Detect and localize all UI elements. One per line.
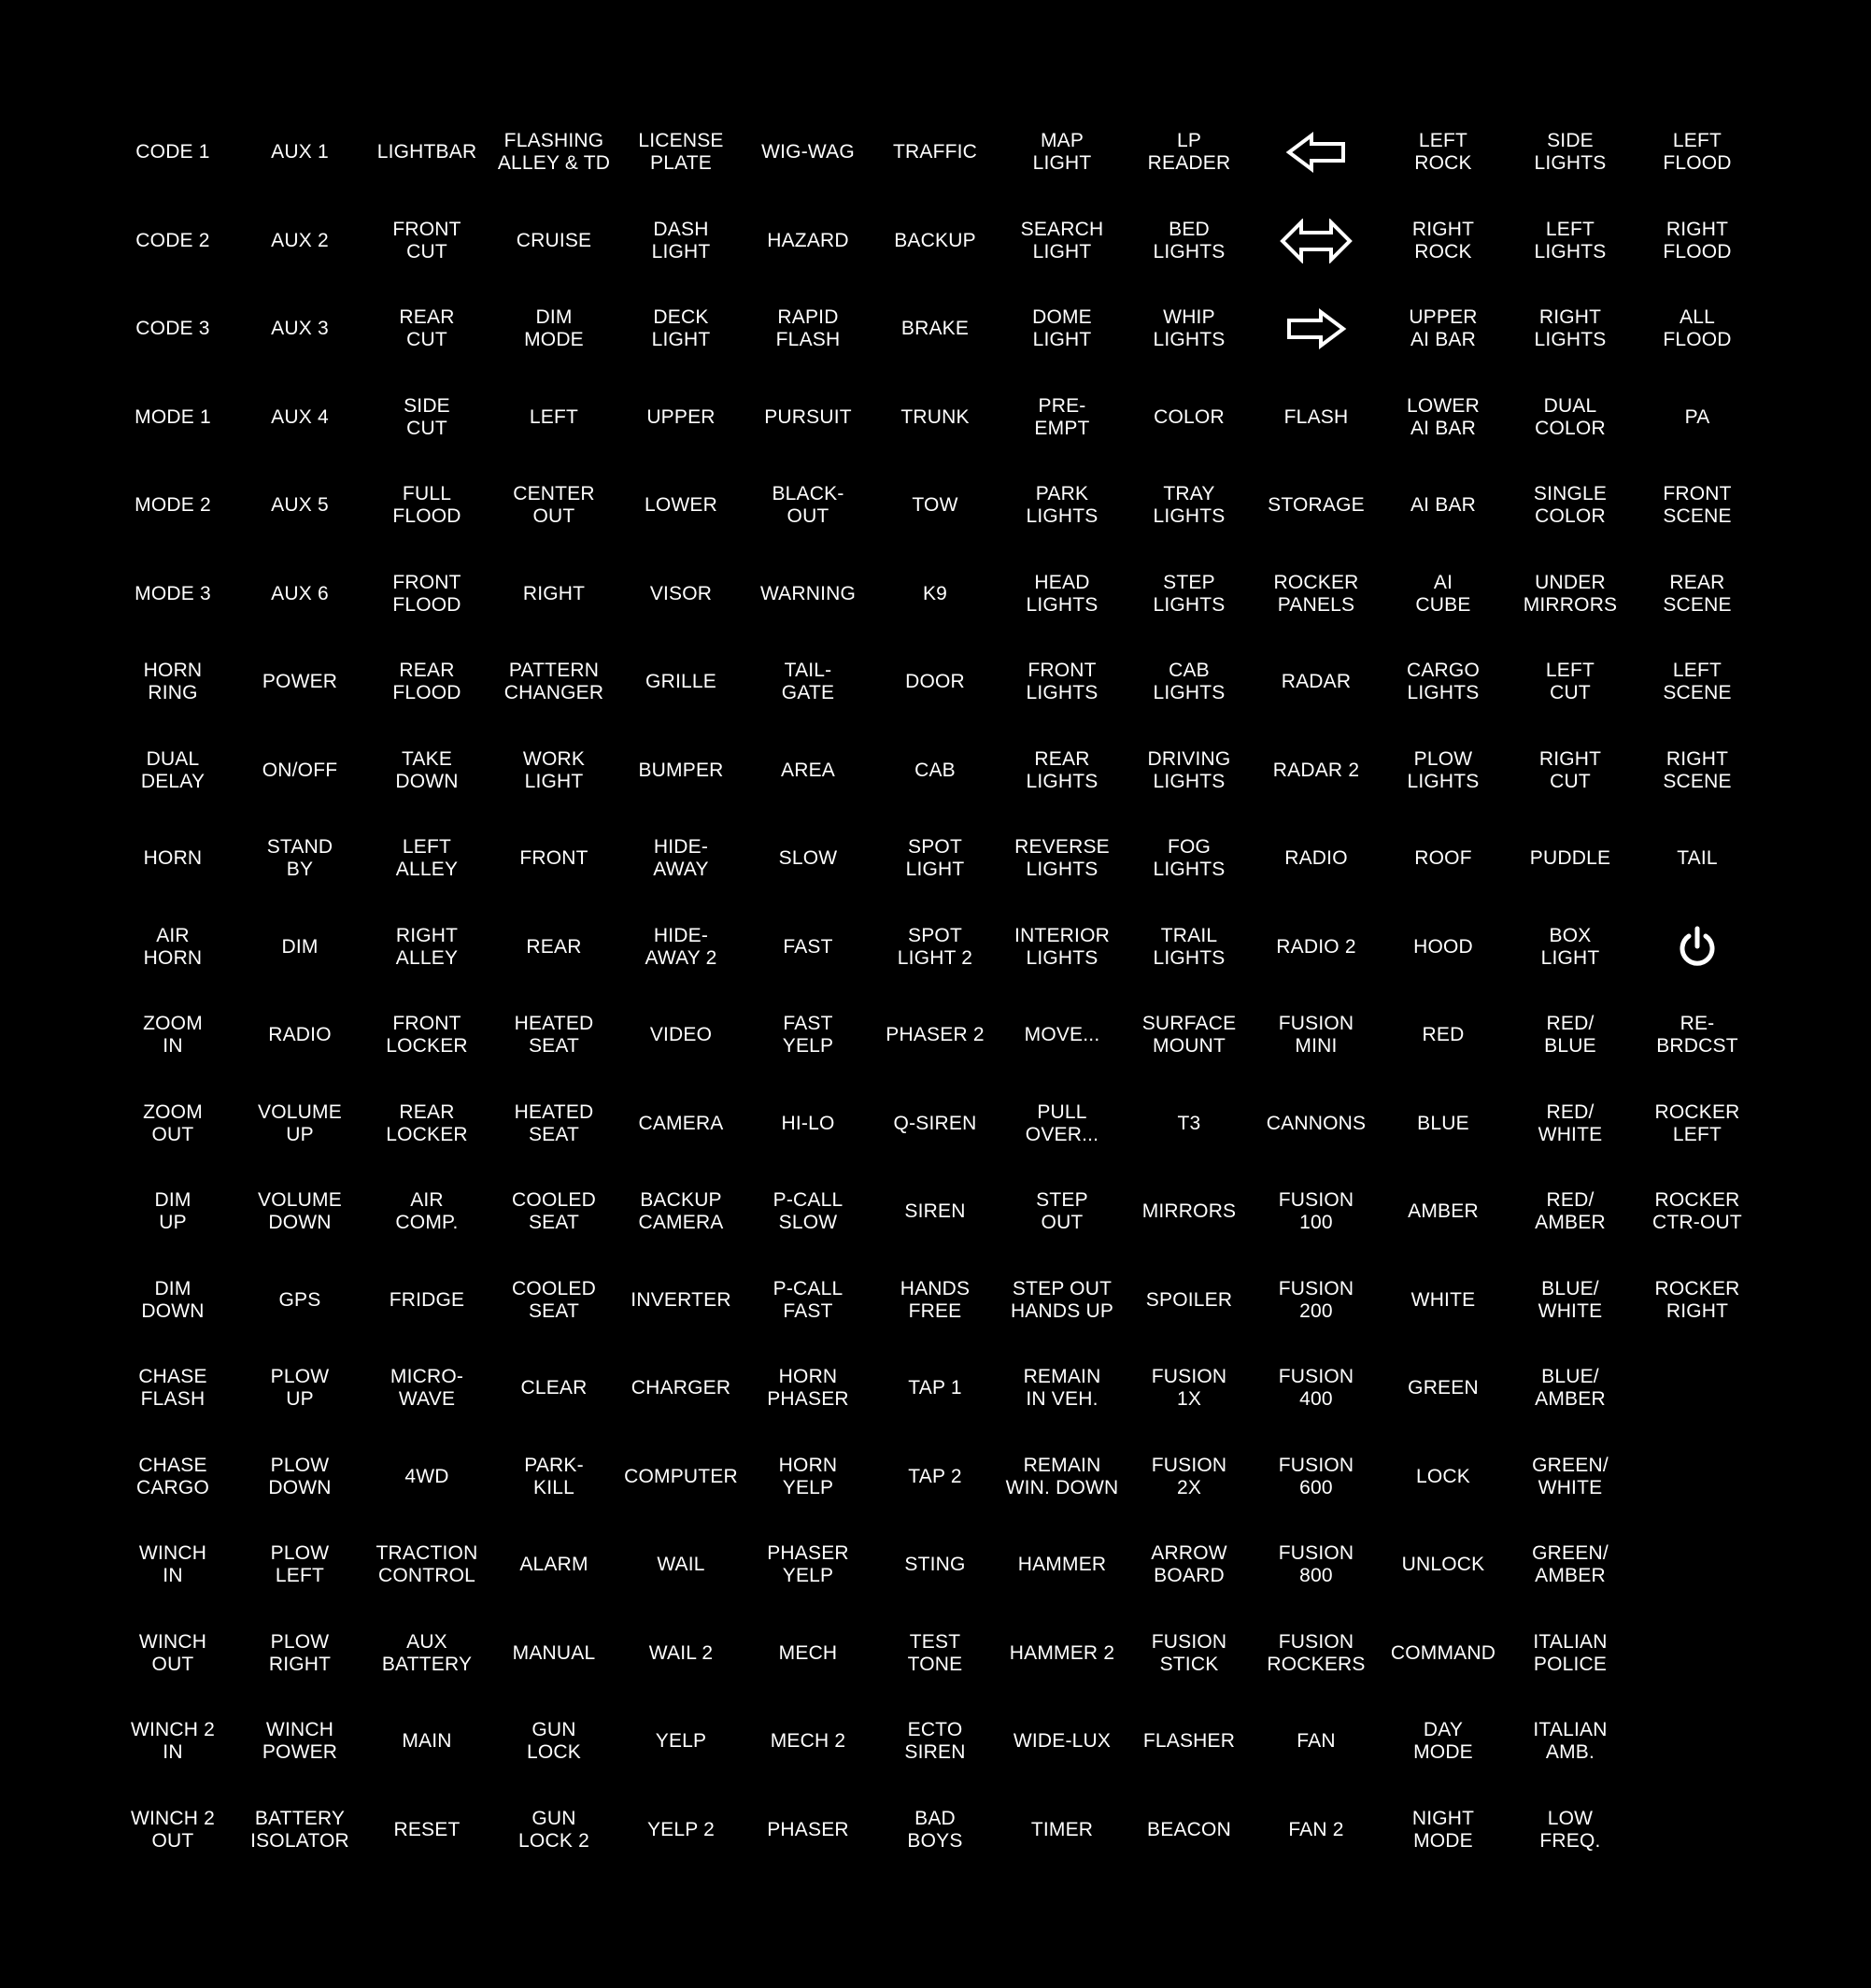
button-label: CANNONS [1266,1112,1367,1134]
button-label: GPS [278,1288,321,1311]
button-label: STAND BY [266,836,333,881]
button-label: SINGLE COLOR [1533,483,1608,528]
button-label: PHASER 2 [886,1024,985,1046]
arrow-right-icon [1253,285,1380,374]
button-label: MAIN [402,1730,452,1753]
button-label: WIDE-LUX [1013,1730,1112,1753]
button-label: GUN LOCK 2 [518,1807,589,1852]
empty-cell [1634,1697,1761,1786]
button-label: LEFT LIGHTS [1534,218,1607,263]
button-label: CODE 3 [135,318,210,340]
button-label: INTERIOR LIGHTS [1014,924,1110,969]
button-label: HEATED SEAT [514,1013,594,1058]
button-label: RED/ AMBER [1535,1189,1606,1234]
button-label: FRONT CUT [392,218,461,263]
button-label: FUSION 1X [1151,1366,1227,1411]
button-label: WINCH POWER [262,1719,338,1764]
button-label: DIM [281,935,319,958]
button-label: DASH LIGHT [651,218,711,263]
button-label: SIREN [904,1200,966,1223]
button-label: TAP 2 [908,1465,962,1487]
button-label: AIR HORN [143,924,203,969]
button-label: LEFT ROCK [1414,130,1472,175]
button-label: DAY MODE [1413,1719,1473,1764]
button-label: P-CALL FAST [772,1277,843,1322]
button-label: VOLUME UP [258,1100,342,1145]
button-label: WINCH IN [138,1542,207,1587]
button-label: PARK LIGHTS [1026,483,1099,528]
button-label: DECK LIGHT [651,306,711,351]
button-label: TRAIL LIGHTS [1153,924,1226,969]
button-label: LOCK [1416,1465,1470,1487]
button-label: FRONT FLOOD [392,571,461,616]
button-label: MIRRORS [1141,1200,1237,1223]
button-label: LEFT CUT [1545,660,1595,704]
button-label: LOW FREQ. [1539,1807,1601,1852]
button-label: ZOOM IN [143,1013,203,1058]
button-label: VISOR [649,582,713,604]
button-label: FRONT SCENE [1663,483,1732,528]
button-label: BLUE/ WHITE [1538,1277,1603,1322]
button-label: BACKUP CAMERA [638,1189,724,1234]
button-label: PUDDLE [1529,847,1611,870]
button-label: WIG-WAG [761,141,855,163]
button-label: FUSION 100 [1278,1189,1354,1234]
button-label: YELP [655,1730,707,1753]
button-label: RIGHT [522,582,586,604]
button-label: FUSION MINI [1278,1013,1354,1058]
button-label: FUSION 800 [1278,1542,1354,1587]
button-label: COMMAND [1390,1641,1496,1664]
button-label: GUN LOCK [527,1719,581,1764]
button-label: MICRO- WAVE [390,1366,464,1411]
button-label: RED [1422,1024,1465,1046]
button-label: HORN PHASER [767,1366,849,1411]
button-label: AUX 3 [271,318,329,340]
button-label: MAP LIGHT [1032,130,1092,175]
button-label: RIGHT ALLEY [395,924,459,969]
button-label: SEARCH LIGHT [1020,218,1104,263]
button-label: AIR COMP. [395,1189,459,1234]
button-label: PLOW RIGHT [268,1630,332,1675]
button-label: BEACON [1147,1818,1231,1840]
button-label: DOOR [905,671,965,693]
button-label: HORN RING [143,660,203,704]
button-label: FAN [1297,1730,1336,1753]
button-label: CLEAR [520,1377,588,1399]
button-label: PURSUIT [764,405,852,428]
button-label: SPOILER [1145,1288,1233,1311]
empty-cell [1634,1344,1761,1433]
button-label: LOWER [644,494,717,517]
button-label: MECH 2 [770,1730,846,1753]
button-label: STORAGE [1268,494,1365,517]
button-label: NIGHT MODE [1411,1807,1475,1852]
button-label: PRE- EMPT [1034,394,1090,439]
button-label: BLUE [1417,1112,1469,1134]
button-label: LP READER [1147,130,1231,175]
button-label: DOME LIGHT [1032,306,1092,351]
button-label: COOLED SEAT [512,1277,596,1322]
button-label: AREA [781,759,835,781]
button-label: BAD BOYS [907,1807,963,1852]
button-label: FAST YELP [782,1013,834,1058]
button-label: CAB LIGHTS [1153,660,1226,704]
button-label: INVERTER [631,1288,731,1311]
button-label: T3 [1177,1112,1201,1134]
button-label: TOW [912,494,958,517]
button-label: P-CALL SLOW [772,1189,843,1234]
button-label: UNLOCK [1401,1554,1485,1576]
button-label: LEFT SCENE [1663,660,1732,704]
button-label: DUAL COLOR [1535,394,1606,439]
button-label: AI BAR [1410,494,1477,517]
empty-cell [1634,1610,1761,1698]
button-label: 4WD [404,1465,449,1487]
button-label: ITALIAN AMB. [1533,1719,1608,1764]
button-label: BLACK- OUT [772,483,844,528]
button-label: FRIDGE [389,1288,465,1311]
button-label: PARK- KILL [524,1454,584,1498]
button-label: TAIL [1677,847,1718,870]
arrow-left-icon [1253,108,1380,197]
button-label: TRACTION CONTROL [376,1542,478,1587]
button-label: CAMERA [638,1112,724,1134]
button-label: RIGHT LIGHTS [1534,306,1607,351]
button-label: WARNING [759,582,857,604]
button-label: RIGHT ROCK [1411,218,1475,263]
button-label: PLOW DOWN [268,1454,332,1498]
button-label: BRAKE [900,318,970,340]
button-label: PLOW LIGHTS [1407,747,1480,792]
button-label: TEST TONE [907,1630,963,1675]
button-label: DIM MODE [524,306,584,351]
button-label: WHITE [1410,1288,1476,1311]
button-label: AUX 6 [271,582,329,604]
button-label: PLOW LEFT [270,1542,330,1587]
button-label: CODE 1 [135,141,210,163]
button-label: CHARGER [631,1377,731,1399]
button-label: TIMER [1030,1818,1094,1840]
button-label: FUSION STICK [1151,1630,1227,1675]
button-label: PULL OVER... [1025,1100,1099,1145]
button-label: HEATED SEAT [514,1100,594,1145]
button-label: FLASH [1283,405,1349,428]
button-label: HIDE- AWAY 2 [645,924,717,969]
button-label: MOVE... [1024,1024,1100,1046]
button-label: ZOOM OUT [143,1100,203,1145]
button-label: PLOW UP [270,1366,330,1411]
arrow-left-right-icon [1253,197,1380,286]
button-label: STEP OUT [1036,1189,1088,1234]
button-label: FRONT LIGHTS [1026,660,1099,704]
button-label: CAB [914,759,956,781]
button-label: RE- BRDCST [1656,1013,1738,1058]
button-label: RESET [393,1818,461,1840]
empty-cell [1634,1786,1761,1875]
button-label: RED/ BLUE [1544,1013,1596,1058]
button-label: POWER [262,671,338,693]
button-label: HI-LO [781,1112,835,1134]
button-label: REAR LOCKER [386,1100,468,1145]
button-label: BUMPER [638,759,724,781]
button-label: FRONT LOCKER [386,1013,468,1058]
button-label: HORN [143,847,203,870]
button-label: ECTO SIREN [904,1719,966,1764]
button-label: FUSION ROCKERS [1267,1630,1366,1675]
button-label: GREEN/ AMBER [1532,1542,1609,1587]
button-label: MECH [778,1641,838,1664]
button-label: TRAFFIC [892,141,978,163]
button-label: RAPID FLASH [775,306,841,351]
button-label: HOOD [1413,935,1473,958]
button-label: REMAIN IN VEH. [1023,1366,1101,1411]
button-label: ITALIAN POLICE [1533,1630,1608,1675]
button-label: AUX 5 [271,494,329,517]
button-label: LIGHTBAR [376,141,477,163]
button-label: HAMMER [1017,1554,1107,1576]
button-label: ALL FLOOD [1663,306,1732,351]
button-label: TRUNK [900,405,970,428]
button-label: SPOT LIGHT 2 [897,924,973,969]
button-label: REVERSE LIGHTS [1014,836,1110,881]
button-label: FLASHER [1142,1730,1236,1753]
label-grid [109,108,1761,1874]
button-label: SURFACE MOUNT [1141,1013,1237,1058]
button-label: FUSION 200 [1278,1277,1354,1322]
button-label: STEP OUT HANDS UP [1010,1277,1114,1322]
button-label: TAIL- GATE [781,660,835,704]
button-label: STING [904,1554,966,1576]
button-label: FUSION 600 [1278,1454,1354,1498]
button-label: MANUAL [512,1641,596,1664]
button-label: FUSION 400 [1278,1366,1354,1411]
button-label: HIDE- AWAY [653,836,709,881]
button-label: YELP 2 [646,1818,716,1840]
button-label: PHASER [767,1818,849,1840]
button-label: ALARM [519,1554,588,1576]
button-label: PA [1684,405,1710,428]
button-label: REAR LIGHTS [1026,747,1099,792]
button-label: SPOT LIGHT [905,836,965,881]
button-label: CENTER OUT [513,483,595,528]
button-label: DIM UP [154,1189,191,1234]
button-label: AI CUBE [1415,571,1471,616]
button-label: VOLUME DOWN [258,1189,342,1234]
button-label: DIM DOWN [141,1277,205,1322]
button-label: FULL FLOOD [392,483,461,528]
button-label: TAP 1 [908,1377,962,1399]
button-label: GREEN/ WHITE [1532,1454,1609,1498]
button-label: RED/ WHITE [1538,1100,1603,1145]
button-label: MODE 1 [135,405,211,428]
button-label: BED LIGHTS [1153,218,1226,263]
button-label: CHASE FLASH [138,1366,207,1411]
button-label: AUX BATTERY [381,1630,473,1675]
button-label: BATTERY ISOLATOR [250,1807,349,1852]
button-label: CHASE CARGO [135,1454,209,1498]
button-label: ROCKER PANELS [1273,571,1359,616]
button-label: RADAR [1281,671,1352,693]
button-label: FOG LIGHTS [1153,836,1226,881]
empty-cell [1634,1521,1761,1610]
button-label: REAR CUT [399,306,455,351]
button-label: ROCKER LEFT [1654,1100,1740,1145]
button-label: LICENSE PLATE [638,130,724,175]
button-label: REAR [526,935,582,958]
power-icon [1634,903,1761,992]
button-label: WINCH 2 IN [130,1719,216,1764]
button-label: HAZARD [767,229,849,251]
button-label: RADIO [1284,847,1348,870]
button-label: PATTERN CHANGER [503,660,604,704]
button-label: AUX 2 [271,229,329,251]
button-label: WINCH OUT [138,1630,207,1675]
button-label: BACKUP [894,229,976,251]
button-label: FAST [783,935,833,958]
button-label: LOWER AI BAR [1406,394,1480,439]
button-label: WAIL [657,1554,705,1576]
button-label: K9 [922,582,948,604]
button-label: RADIO 2 [1276,935,1356,958]
button-label: RADAR 2 [1272,759,1360,781]
button-label: GREEN [1408,1377,1479,1399]
button-label: MODE 2 [135,494,211,517]
button-label: ROOF [1414,847,1472,870]
button-label: RADIO [268,1024,332,1046]
button-label: AUX 1 [271,141,329,163]
button-label: PHASER YELP [767,1542,849,1587]
button-label: LEFT [529,405,579,428]
button-label: FUSION 2X [1151,1454,1227,1498]
button-label: HANDS FREE [900,1277,971,1322]
button-label: COLOR [1154,405,1225,428]
button-label: ROCKER RIGHT [1654,1277,1740,1322]
button-label: HAMMER 2 [1009,1641,1115,1664]
button-label: RIGHT FLOOD [1663,218,1732,263]
button-label: DRIVING LIGHTS [1147,747,1231,792]
button-label: Q-SIREN [893,1112,977,1134]
button-label: AMBER [1408,1200,1479,1223]
button-label: VIDEO [649,1024,713,1046]
button-label: HORN YELP [778,1454,838,1498]
button-label: SIDE CUT [404,394,450,439]
button-label: SLOW [778,847,838,870]
button-label: WINCH 2 OUT [130,1807,216,1852]
empty-cell [1634,1433,1761,1522]
button-label: UPPER AI BAR [1409,306,1478,351]
button-label: SIDE LIGHTS [1534,130,1607,175]
button-label: LEFT ALLEY [395,836,459,881]
button-label: REAR FLOOD [392,660,461,704]
button-label: BOX LIGHT [1540,924,1600,969]
button-label: TRAY LIGHTS [1153,483,1226,528]
button-label: DUAL DELAY [140,747,206,792]
button-label: COMPUTER [624,1465,738,1487]
button-label: UPPER [646,405,716,428]
button-label: REMAIN WIN. DOWN [1005,1454,1119,1498]
button-label: TAKE DOWN [395,747,459,792]
button-label: RIGHT CUT [1538,747,1602,792]
button-label: AUX 4 [271,405,329,428]
button-label: BLUE/ AMBER [1535,1366,1606,1411]
button-label: WORK LIGHT [522,747,586,792]
button-label: CRUISE [516,229,592,251]
button-label: ROCKER CTR-OUT [1652,1189,1742,1234]
button-label: REAR SCENE [1663,571,1732,616]
button-label: ON/OFF [262,759,338,781]
button-label: STEP LIGHTS [1153,571,1226,616]
button-label: CARGO LIGHTS [1406,660,1480,704]
button-label: CODE 2 [135,229,210,251]
button-label: ARROW BOARD [1151,1542,1227,1587]
button-label: GRILLE [645,671,716,693]
button-label: WAIL 2 [648,1641,714,1664]
button-label: MODE 3 [135,582,211,604]
button-label: FAN 2 [1288,1818,1344,1840]
button-label: FLASHING ALLEY & TD [497,130,611,175]
button-label: HEAD LIGHTS [1026,571,1099,616]
button-label: COOLED SEAT [512,1189,596,1234]
button-label: RIGHT SCENE [1663,747,1732,792]
button-label: WHIP LIGHTS [1153,306,1226,351]
button-label: LEFT FLOOD [1663,130,1732,175]
button-label: UNDER MIRRORS [1523,571,1618,616]
button-label: FRONT [519,847,588,870]
